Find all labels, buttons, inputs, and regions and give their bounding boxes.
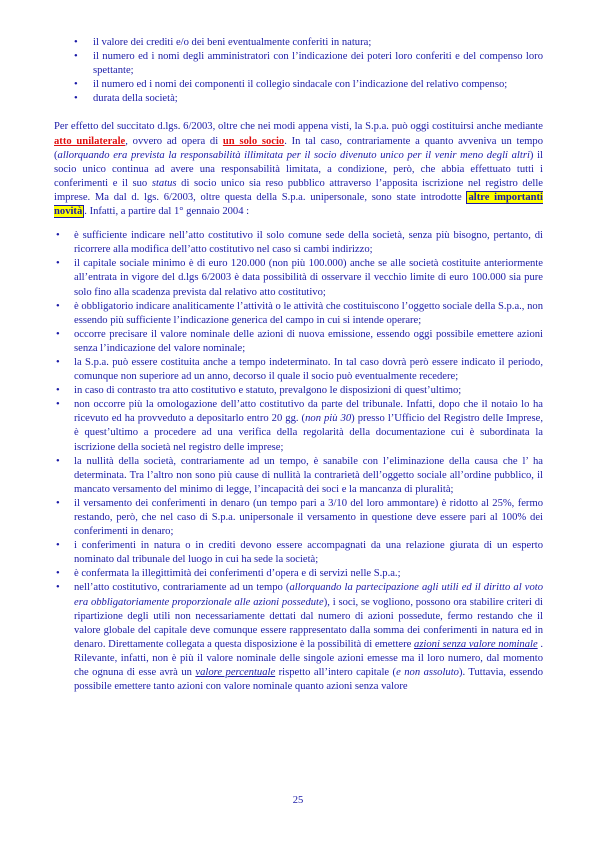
text-run: , ovvero ad opera di xyxy=(125,135,223,147)
un-solo-socio-highlight: un solo socio xyxy=(222,135,285,147)
italic-run: allorquando era prevista la responsabilità illimitata per il socio divenuto unico per il venir meno degli altri xyxy=(57,149,530,161)
text-run: rispetto all’intero capitale ( xyxy=(275,667,397,679)
list-item: • il numero ed i nomi degli amministratori con l’indicazione dei poteri loro conferiti e del compenso loro spettante; xyxy=(54,50,543,78)
text-run: ) il socio unico continua ad avere una responsabilità limitata, a condizione, però, che abbia effettuato tutti i conferimenti e il suo xyxy=(54,149,543,189)
list-item: • i conferimenti in natura o in crediti devono essere accompagnati da una relazione giurata di un esperto nominato dal tribunale del luogo in cui ha sede la società; xyxy=(54,539,543,567)
text-run: ) presso l’Ufficio del Registro delle Imprese, è quest’ultimo a procedere ad una verifica della regolarità della documentazione cui è subordinata la iscrizione della società nel registro delle imprese; xyxy=(74,413,543,453)
italic-run: status xyxy=(151,177,177,189)
list-item: • la S.p.a. può essere costituita anche a tempo indeterminato. In tal caso dovrà però essere indicato il periodo, comunque non superiore ad un anno, decorso il quale il socio può eventualmente recedere; xyxy=(54,356,543,384)
list-item: • occorre precisare il valore nominale delle azioni di nuova emissione, essendo oggi possibile emettere azioni senza l’indicazione del valore nominale; xyxy=(54,328,543,356)
list-item: • è obbligatorio indicare analiticamente l’attività o le attività che costituiscono l’oggetto sociale della S.p.a., non essendo più sufficiente l’indicazione generica del campo in cui si intende operare; xyxy=(54,300,543,328)
main-bullet-list xyxy=(54,229,543,694)
italic-run: e non assoluto xyxy=(396,667,459,679)
list-item: • il valore dei crediti e/o dei beni eventualmente conferiti in natura; xyxy=(54,36,543,50)
list-item: • il capitale sociale minimo è di euro 120.000 (non più 100.000) anche se alle società costituite anteriormente all’entrata in vigore del d.lgs 6/2003 è data possibilità di osservare il vecchio limite di euro 100.000 sia pure solo fino alla scadenza prevista dal relativo atto costitutivo; xyxy=(54,257,543,299)
page-content xyxy=(54,36,543,694)
text-run: . In tal caso, contrariamente a quanto avveniva un tempo ( xyxy=(54,135,543,161)
text-run: Per effetto del succitato d.lgs. 6/2003, oltre che nei modi appena visti, la S.p.a. può oggi costituirsi anche mediante xyxy=(54,121,543,133)
text-run: di socio unico sia reso pubblico attraverso l’apposita iscrizione nel registro delle imprese. Ma dal d. lgs. 6/2003, oltre questa della S.p.a. unipersonale, sono state introdotte xyxy=(54,177,543,203)
list-item: • è confermata la illegittimità dei conferimenti d’opera e di servizi nelle S.p.a.; xyxy=(54,567,543,581)
altre-importanti-novita-highlight: altre importanti novità xyxy=(54,191,543,218)
underlined-run: valore percentuale xyxy=(195,667,276,679)
underlined-run: azioni senza valore nominale xyxy=(414,638,538,650)
atto-unilaterale-highlight: atto unilaterale xyxy=(54,135,126,147)
text-run: nell’atto costitutivo, contrariamente ad un tempo ( xyxy=(74,582,290,594)
list-item: • è sufficiente indicare nell’atto costitutivo il solo comune sede della società, senza più bisogno, pertanto, di ricorrere alla modifica dell’atto costitutivo nel caso si cambi indirizzo; xyxy=(54,229,543,257)
page-number: 25 xyxy=(292,795,304,806)
italic-run: allorquando la partecipazione agli utili ed il diritto al voto era obbligatoriamente proporzionale alle azioni possedute xyxy=(74,582,543,608)
text-run: ), i soci, se vogliono, possono ora stabilire criteri di ripartizione degli utili non necessariamente dettati dal numero di azioni possedute, fermo restando che il valore globale del capitale deve comunque essere rappresentato dalla somma dei conferimenti in natura ed in denaro. Direttamente collegata a questa disposizione è la possibilità di emettere xyxy=(74,596,543,650)
top-bullet-list xyxy=(54,36,543,106)
italic-run: non più 30 xyxy=(305,413,352,425)
list-item: • il versamento dei conferimenti in denaro (un tempo pari a 3/10 del loro ammontare) è ridotto al 25%, fermo restando, però, che nel caso di S.p.a. unipersonale il versamento in questione deve essere pari al 100% dei conferimenti in denaro; xyxy=(54,497,543,539)
list-item: • la nullità della società, contrariamente ad un tempo, è sanabile con l’eliminazione della causa che l’ ha determinata. Tra l’altro non sono più cause di nullità la contrarietà dell’oggetto sociale all’ordine pubblico, il mancato versamento del minimo di legge, l’incapacità dei soci e la mancanza di pluralità; xyxy=(54,455,543,497)
list-item xyxy=(54,398,543,454)
text-run: non occorre più la omologazione dell’atto costitutivo da parte del tribunale. Infatti, dopo che il notaio lo ha ricevuto ed ha provveduto a depositarlo entro 20 gg. ( xyxy=(74,399,543,425)
list-item: • in caso di contrasto tra atto costitutivo e statuto, prevalgono le disposizioni di quest’ultimo; xyxy=(54,384,543,398)
list-item xyxy=(54,581,543,694)
text-run: ). Tuttavia, essendo possibile emettere tanto azioni con valore nominale quanto azioni senza valore xyxy=(74,667,543,693)
intro-paragraph xyxy=(54,120,543,219)
text-run: . Infatti, a partire dal 1° gennaio 2004 : xyxy=(84,206,250,218)
list-item: • durata della società; xyxy=(54,92,543,106)
text-run: . Rilevante, infatti, non è più il valore nominale delle singole azioni emesse ma il loro numero, dal momento che ognuna di esse avrà un xyxy=(74,638,544,679)
list-item: • il numero ed i nomi dei componenti il collegio sindacale con l’indicazione del relativo compenso; xyxy=(54,78,543,92)
